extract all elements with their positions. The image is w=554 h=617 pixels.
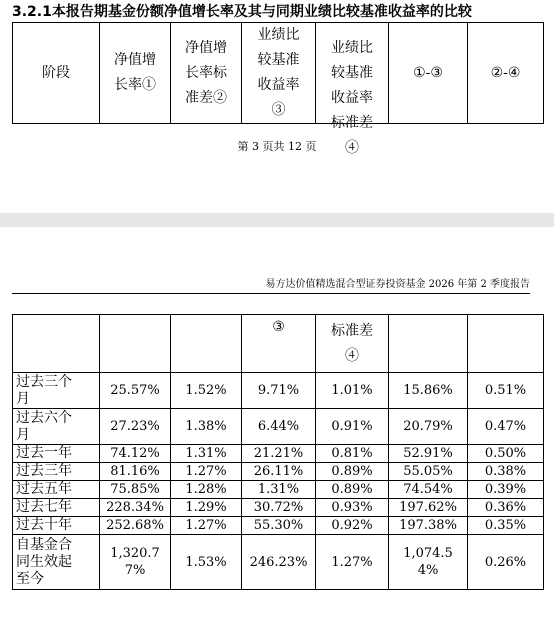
header-cell: ③ [242, 315, 316, 373]
diff-1-3: 1,074.54% [389, 535, 468, 590]
diff-2-4: 0.38% [468, 463, 544, 481]
diff-1-3: 15.86% [389, 373, 468, 409]
running-header [12, 279, 530, 294]
benchmark-return: 9.71% [242, 373, 316, 409]
diff-1-3: 197.38% [389, 517, 468, 535]
nav-growth: 228.34% [100, 499, 171, 517]
benchmark-return: 26.11% [242, 463, 316, 481]
header-benchmark-return: 业绩比较基准收益率③ [242, 23, 316, 124]
table-row [13, 517, 544, 535]
nav-growth-std: 1.27% [171, 463, 242, 481]
header-cell: 标准差④ [316, 315, 389, 373]
benchmark-return-std: 0.92% [316, 517, 389, 535]
header-period: 阶段 [13, 23, 100, 124]
diff-1-3: 52.91% [389, 445, 468, 463]
diff-2-4: 0.26% [468, 535, 544, 590]
diff-2-4: 0.36% [468, 499, 544, 517]
nav-growth-std: 1.29% [171, 499, 242, 517]
benchmark-return: 6.44% [242, 409, 316, 445]
table-row [13, 463, 544, 481]
page-break [0, 213, 554, 227]
benchmark-return-std: 0.91% [316, 409, 389, 445]
benchmark-return: 21.21% [242, 445, 316, 463]
diff-1-3: 55.05% [389, 463, 468, 481]
nav-growth: 27.23% [100, 409, 171, 445]
table-row [13, 445, 544, 463]
nav-growth: 1,320.77% [100, 535, 171, 590]
diff-2-4: 0.39% [468, 481, 544, 499]
benchmark-return: 246.23% [242, 535, 316, 590]
benchmark-return-std: 1.27% [316, 535, 389, 590]
nav-growth-std: 1.27% [171, 517, 242, 535]
nav-growth-std: 1.38% [171, 409, 242, 445]
benchmark-return-std: 0.89% [316, 481, 389, 499]
header-nav-growth: 净值增长率① [100, 23, 171, 124]
table-header-continuation [13, 315, 544, 373]
diff-2-4: 0.51% [468, 373, 544, 409]
header-cell [171, 315, 242, 373]
header-cell [468, 315, 544, 373]
diff-1-3: 74.54% [389, 481, 468, 499]
table-row [13, 373, 544, 409]
table-row [13, 481, 544, 499]
nav-growth: 75.85% [100, 481, 171, 499]
header-cell [389, 315, 468, 373]
diff-2-4: 0.47% [468, 409, 544, 445]
comparison-table-body [12, 314, 544, 590]
diff-1-3: 197.62% [389, 499, 468, 517]
diff-2-4: 0.50% [468, 445, 544, 463]
header-diff-2-4: ②-④ [468, 23, 544, 124]
nav-growth-std: 1.28% [171, 481, 242, 499]
benchmark-return-std: 0.93% [316, 499, 389, 517]
table-row [13, 409, 544, 445]
period-label: 过去五年 [13, 481, 100, 499]
period-label: 过去三个月 [13, 373, 100, 409]
table-row [13, 535, 544, 590]
period-label: 过去六个月 [13, 409, 100, 445]
nav-growth: 252.68% [100, 517, 171, 535]
benchmark-return-std: 0.81% [316, 445, 389, 463]
report-page-top [0, 0, 554, 213]
period-label: 过去一年 [13, 445, 100, 463]
benchmark-return: 1.31% [242, 481, 316, 499]
period-label: 过去三年 [13, 463, 100, 481]
period-label: 过去七年 [13, 499, 100, 517]
benchmark-return: 55.30% [242, 517, 316, 535]
page-footer: 第 3 页共 12 页 [237, 140, 317, 153]
report-page-bottom [0, 227, 554, 617]
period-label: 过去十年 [13, 517, 100, 535]
nav-growth-std: 1.31% [171, 445, 242, 463]
diff-1-3: 20.79% [389, 409, 468, 445]
nav-growth-std: 1.52% [171, 373, 242, 409]
running-header-text: 易方达价值精选混合型证券投资基金 2026 年第 2 季度报告 [265, 279, 530, 290]
diff-2-4: 0.35% [468, 517, 544, 535]
header-cell [13, 315, 100, 373]
benchmark-return: 30.72% [242, 499, 316, 517]
nav-growth-std: 1.53% [171, 535, 242, 590]
benchmark-return-std: 1.01% [316, 373, 389, 409]
nav-growth: 81.16% [100, 463, 171, 481]
benchmark-return-std: 0.89% [316, 463, 389, 481]
header-benchmark-return-std: 业绩比较基准收益率标准差④ [316, 23, 389, 124]
table-row [13, 499, 544, 517]
header-nav-growth-std: 净值增长率标准差② [171, 23, 242, 124]
nav-growth: 25.57% [100, 373, 171, 409]
period-label: 自基金合同生效起至今 [13, 535, 100, 590]
header-diff-1-3: ①-③ [389, 23, 468, 124]
section-title: 3.2.1本报告期基金份额净值增长率及其与同期业绩比较基准收益率的比较 [12, 4, 472, 20]
header-cell [100, 315, 171, 373]
nav-growth: 74.12% [100, 445, 171, 463]
